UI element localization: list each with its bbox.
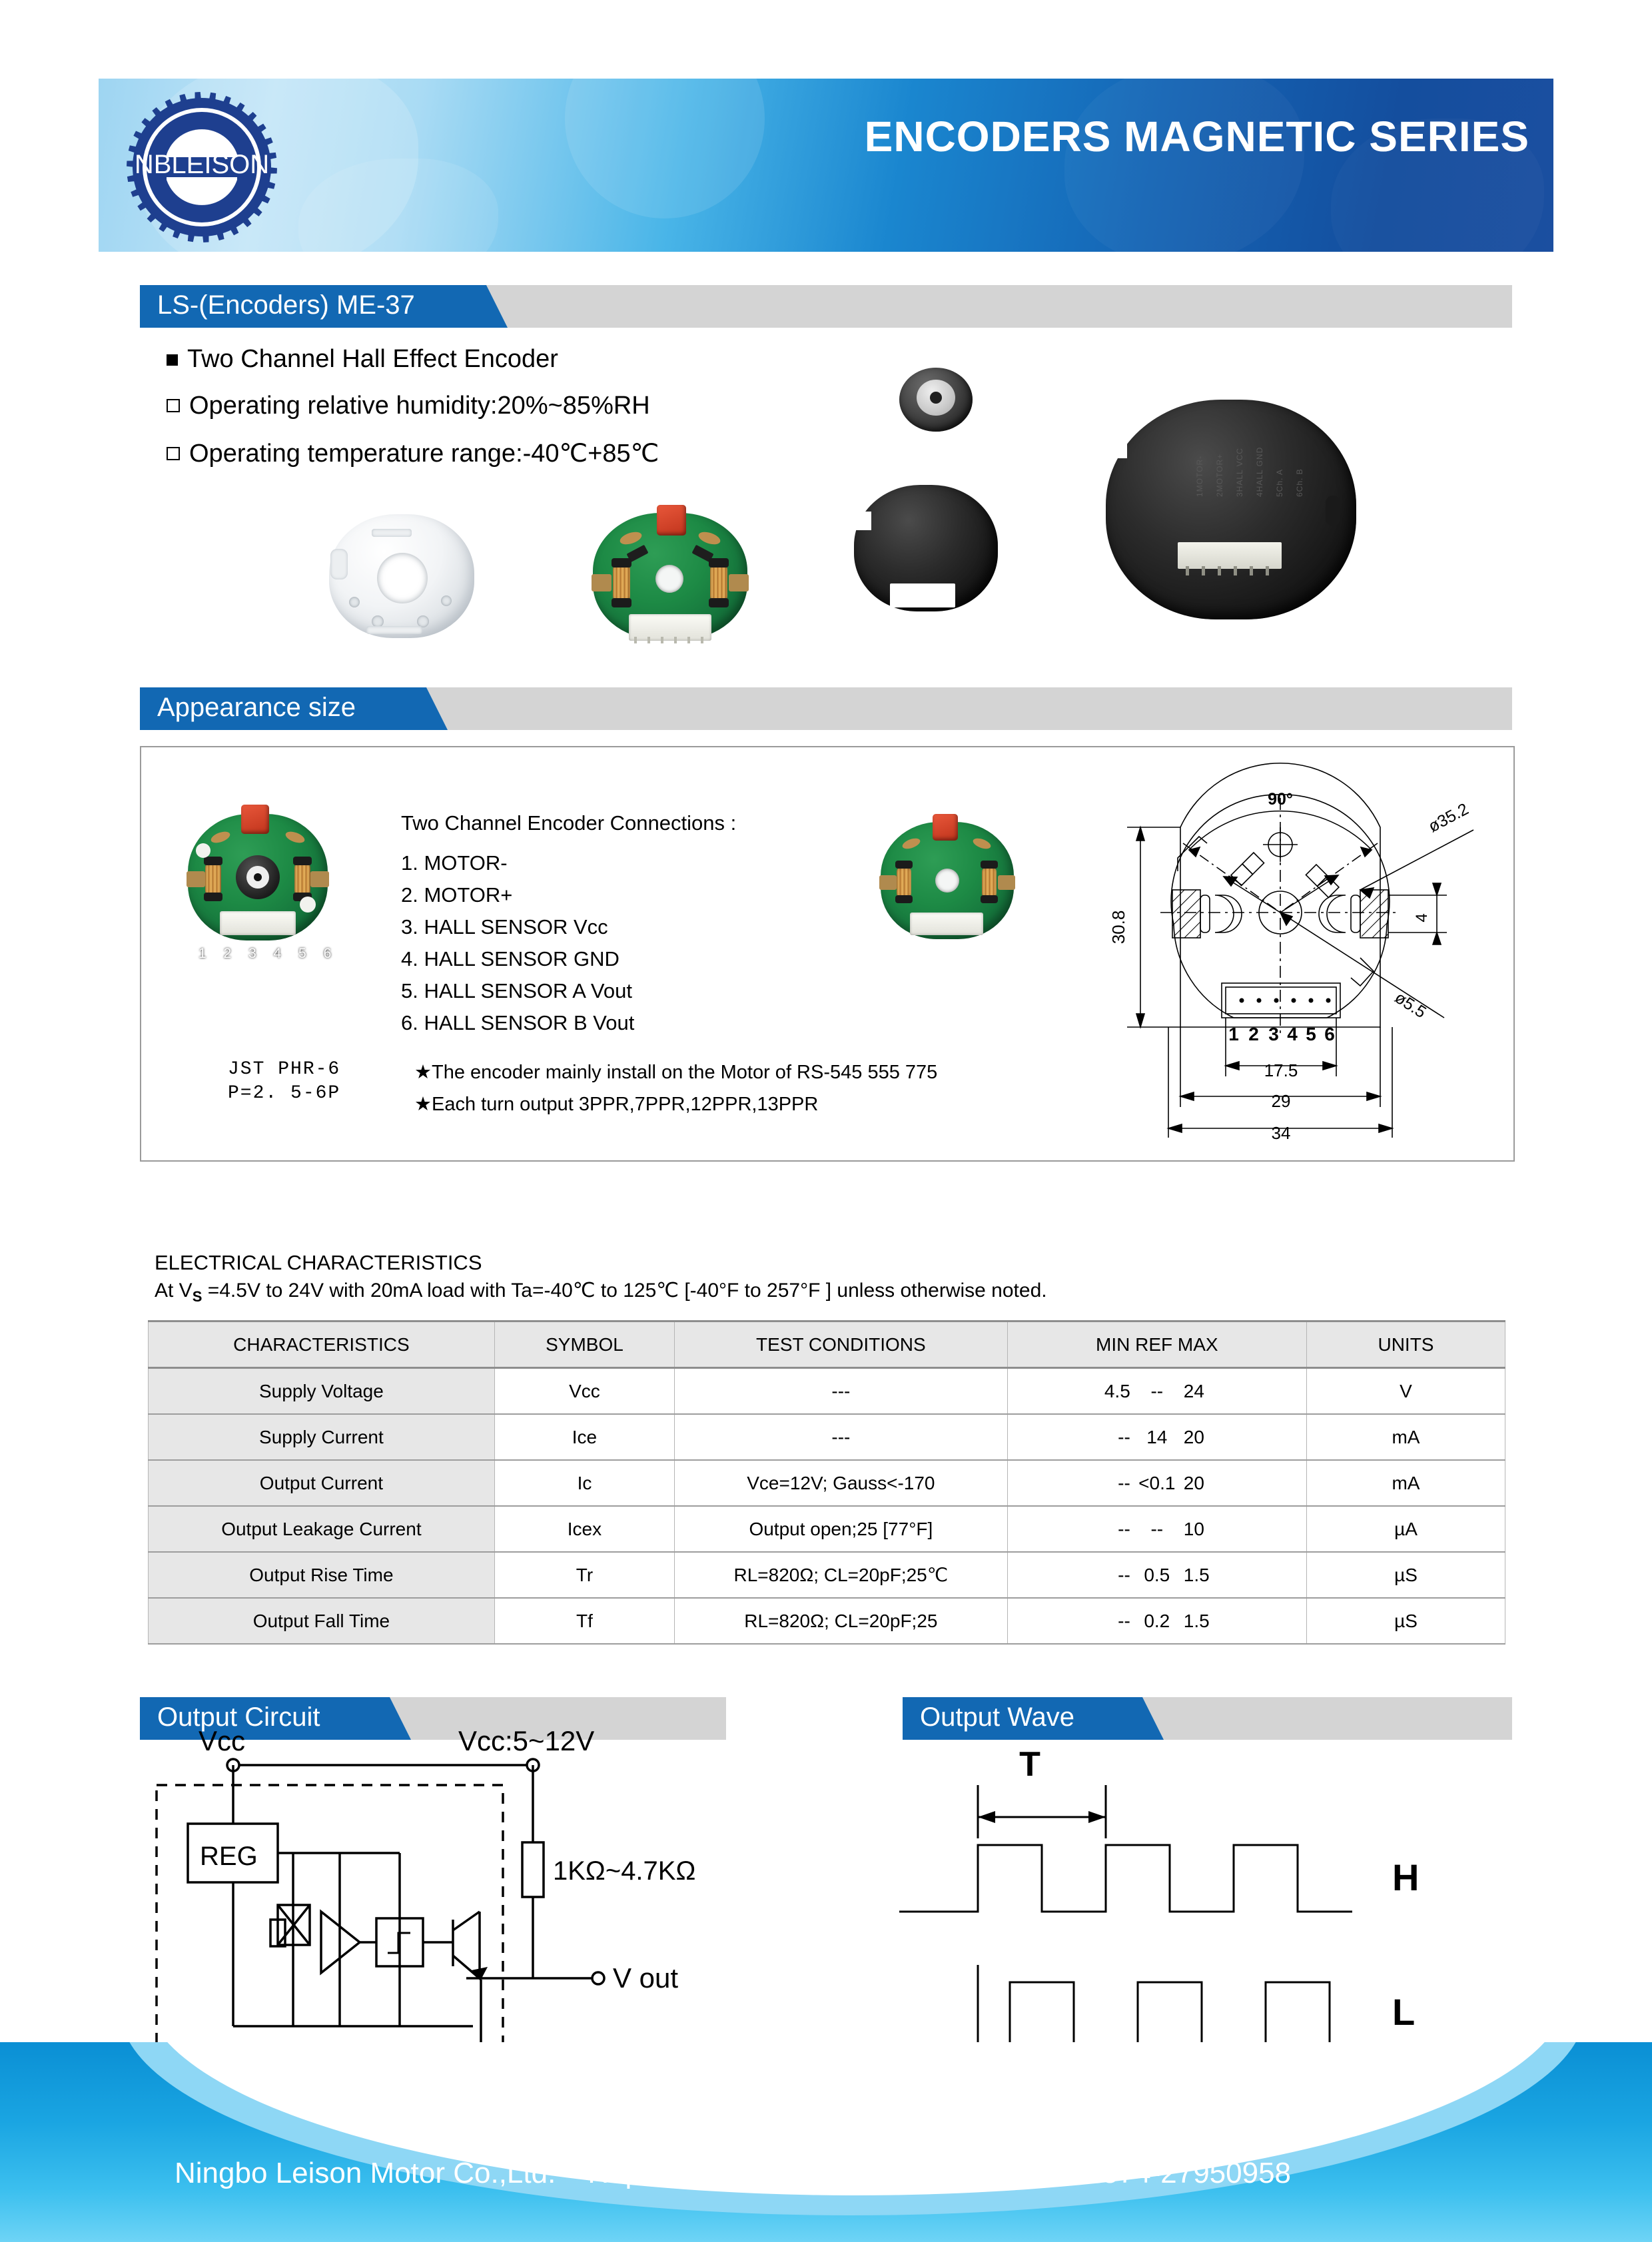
cell-ref: --	[1150, 1380, 1164, 1401]
col-min-ref-max: MIN REF MAX	[1007, 1321, 1306, 1368]
cell-units: µS	[1306, 1598, 1505, 1644]
note-install: ★The encoder mainly install on the Motor of RS-545 555 775	[414, 1062, 938, 1083]
electrical-subtitle-pre: At V	[155, 1280, 193, 1302]
svg-text:NBLEISON: NBLEISON	[134, 150, 270, 179]
cell-ref: <0.1	[1138, 1472, 1176, 1493]
cell-min-ref-max	[1007, 1506, 1306, 1552]
dim-outer-dia: ø35.2	[1425, 799, 1472, 837]
connection-item-1: 1. MOTOR-	[401, 851, 508, 875]
cell-symbol: Icex	[494, 1506, 674, 1552]
feature-text: Two Channel Hall Effect Encoder	[187, 345, 558, 373]
pcb-pin-labels: 1 2 3 4 5 6	[199, 946, 338, 961]
footer-website[interactable]: Http://www.nbleisonmotor.com	[588, 2157, 983, 2189]
drawing-pin-3: 3	[1268, 1024, 1279, 1044]
dim-width: 34	[1271, 1123, 1291, 1143]
cell-ref: 14	[1146, 1426, 1168, 1447]
gear-decoration	[565, 79, 765, 218]
cell-min: --	[1118, 1518, 1130, 1539]
technical-drawing	[1047, 758, 1500, 1151]
product-photo-pcb-front	[593, 513, 747, 639]
circuit-vout-label: V out	[613, 1962, 679, 1994]
wave-period-label: T	[1019, 1745, 1040, 1784]
cell-conditions: RL=820Ω; CL=20pF;25	[675, 1598, 1008, 1644]
cell-ref: 0.2	[1144, 1610, 1170, 1631]
banner-title: ENCODERS MAGNETIC SERIES	[864, 113, 1529, 161]
feature-item-0	[167, 345, 558, 374]
waveform-l	[913, 1982, 1379, 2050]
cell-max: 24	[1183, 1380, 1204, 1401]
cell-min-ref-max	[1007, 1414, 1306, 1460]
footer-company: Ningbo Leison Motor Co.,Ltd.	[175, 2157, 556, 2189]
feature-text: Operating temperature range:-40℃+85℃	[189, 440, 659, 468]
header-banner	[99, 79, 1553, 252]
feature-item-2	[167, 438, 659, 468]
table-header-row	[149, 1321, 1505, 1368]
electrical-subtitle	[155, 1279, 1047, 1306]
connection-item-2: 2. MOTOR+	[401, 883, 513, 907]
cell-units: V	[1306, 1368, 1505, 1415]
cell-max: 20	[1183, 1472, 1204, 1493]
cell-min-ref-max	[1007, 1368, 1306, 1415]
cell-ref: 0.5	[1144, 1564, 1170, 1585]
table-row	[149, 1414, 1505, 1460]
dim-pin-pitch: 17.5	[1264, 1060, 1298, 1080]
cell-symbol: Ice	[494, 1414, 674, 1460]
cell-max: 10	[1183, 1518, 1204, 1539]
drawing-pin-6: 6	[1324, 1024, 1335, 1044]
cell-characteristic: Output Leakage Current	[149, 1506, 495, 1552]
cell-symbol: Tr	[494, 1552, 674, 1598]
circuit-reg-label: REG	[200, 1842, 258, 1871]
cell-symbol: Vcc	[494, 1368, 674, 1415]
cell-min: --	[1118, 1564, 1130, 1585]
cell-units: mA	[1306, 1414, 1505, 1460]
wave-channel-h-label: H	[1392, 1856, 1420, 1898]
cell-units: µS	[1306, 1552, 1505, 1598]
appearance-panel	[140, 746, 1515, 1162]
cell-conditions: Output open;25 [77°F]	[675, 1506, 1008, 1552]
note-ppr: ★Each turn output 3PPR,7PPR,12PPR,13PPR	[414, 1094, 819, 1115]
electrical-title: ELECTRICAL CHARACTERISTICS	[155, 1251, 482, 1274]
electrical-subtitle-sub: S	[192, 1288, 203, 1305]
cell-conditions: Vce=12V; Gauss<-170	[675, 1460, 1008, 1506]
section-tab-output-circuit-label: Output Circuit	[157, 1702, 320, 1732]
footer	[0, 2042, 1652, 2242]
housing-embossed-text: 1MOTOR- 2MOTOR+ 3HALL VCC 4HALL GND 5Ch. A 6Ch. B	[1195, 446, 1304, 497]
dim-thickness: 4	[1413, 913, 1431, 923]
cell-max: 1.5	[1183, 1610, 1210, 1631]
col-characteristics: CHARACTERISTICS	[149, 1321, 495, 1368]
electrical-characteristics-table	[148, 1320, 1505, 1645]
table-row	[149, 1552, 1505, 1598]
footer-contact	[175, 2157, 1323, 2190]
connections-title: Two Channel Encoder Connections :	[401, 811, 737, 835]
product-photo-black-cap	[854, 485, 998, 611]
drawing-pin-4: 4	[1287, 1024, 1298, 1044]
appearance-pcb-photo	[188, 814, 328, 940]
connector-type-line1: JST PHR-6	[228, 1059, 341, 1080]
circuit-resistor-label: 1KΩ~4.7KΩ	[553, 1856, 696, 1886]
connection-item-3: 3. HALL SENSOR Vcc	[401, 915, 608, 938]
cell-symbol: Ic	[494, 1460, 674, 1506]
connector-type-line2: P=2. 5-6P	[228, 1083, 341, 1104]
connection-item-5: 5. HALL SENSOR A Vout	[401, 979, 632, 1002]
dim-mid: 29	[1271, 1091, 1291, 1111]
col-units: UNITS	[1306, 1321, 1505, 1368]
cell-min: --	[1118, 1472, 1130, 1493]
cell-symbol: Tf	[494, 1598, 674, 1644]
circuit-vcc-right-label: Vcc:5~12V	[458, 1725, 595, 1756]
company-logo	[125, 91, 278, 244]
dim-height: 30.8	[1108, 910, 1128, 944]
table-row	[149, 1460, 1505, 1506]
cell-conditions: RL=820Ω; CL=20pF;25℃	[675, 1552, 1008, 1598]
dim-hole-dia: ø5.5	[1391, 988, 1430, 1022]
connection-item-4: 4. HALL SENSOR GND	[401, 947, 620, 970]
cell-min-ref-max	[1007, 1460, 1306, 1506]
cell-characteristic: Supply Current	[149, 1414, 495, 1460]
cell-characteristic: Supply Voltage	[149, 1368, 495, 1415]
feature-text: Operating relative humidity:20%~85%RH	[189, 392, 650, 420]
table-row	[149, 1368, 1505, 1415]
cell-conditions: ---	[675, 1414, 1008, 1460]
electrical-subtitle-post: =4.5V to 24V with 20mA load with Ta=-40℃ to 125℃ [-40°F to 257°F ] unless otherwise noted.	[202, 1280, 1047, 1302]
bullet-filled-icon	[167, 354, 178, 366]
section-tab-appearance	[140, 687, 1512, 730]
col-test-conditions: TEST CONDITIONS	[675, 1321, 1008, 1368]
bullet-open-icon	[167, 399, 180, 412]
map-decoration	[1064, 79, 1304, 252]
dim-angle: 90°	[1268, 790, 1293, 809]
waveform-h	[899, 1845, 1352, 1912]
cell-conditions: ---	[675, 1368, 1008, 1415]
cell-max: 20	[1183, 1426, 1204, 1447]
feature-item-1	[167, 392, 650, 420]
cell-min-ref-max	[1007, 1552, 1306, 1598]
cell-units: µA	[1306, 1506, 1505, 1552]
cell-min: 4.5	[1104, 1380, 1130, 1401]
col-symbol: SYMBOL	[494, 1321, 674, 1368]
appearance-pcb-photo-2	[881, 822, 1014, 939]
section-tab-output-wave-label: Output Wave	[920, 1702, 1074, 1732]
footer-phone: Tel:86-574-27950958	[1014, 2157, 1292, 2189]
cell-min: --	[1118, 1426, 1130, 1447]
bullet-open-icon	[167, 447, 180, 460]
cell-units: mA	[1306, 1460, 1505, 1506]
table-row	[149, 1506, 1505, 1552]
drawing-pin-1: 1	[1228, 1024, 1239, 1044]
cell-min: --	[1118, 1610, 1130, 1631]
product-photo-plastic-base	[329, 514, 474, 638]
cell-characteristic: Output Rise Time	[149, 1552, 495, 1598]
product-photo-magnet-ring	[899, 368, 973, 432]
cell-max: 1.5	[1183, 1564, 1210, 1585]
circuit-vcc-left-label: Vcc	[199, 1725, 246, 1756]
section-tab-appearance-label: Appearance size	[157, 693, 356, 722]
table-row	[149, 1598, 1505, 1644]
cell-min-ref-max	[1007, 1598, 1306, 1644]
cell-ref: --	[1150, 1518, 1164, 1539]
drawing-pin-5: 5	[1306, 1024, 1316, 1044]
section-tab-product	[140, 285, 1512, 328]
drawing-pin-2: 2	[1248, 1024, 1259, 1044]
connection-item-6: 6. HALL SENSOR B Vout	[401, 1011, 635, 1034]
product-photo-black-housing	[1106, 400, 1356, 619]
section-tab-product-label: LS-(Encoders) ME-37	[157, 290, 415, 320]
wave-channel-l-label: L	[1392, 1991, 1416, 2033]
cell-characteristic: Output Current	[149, 1460, 495, 1506]
cell-characteristic: Output Fall Time	[149, 1598, 495, 1644]
